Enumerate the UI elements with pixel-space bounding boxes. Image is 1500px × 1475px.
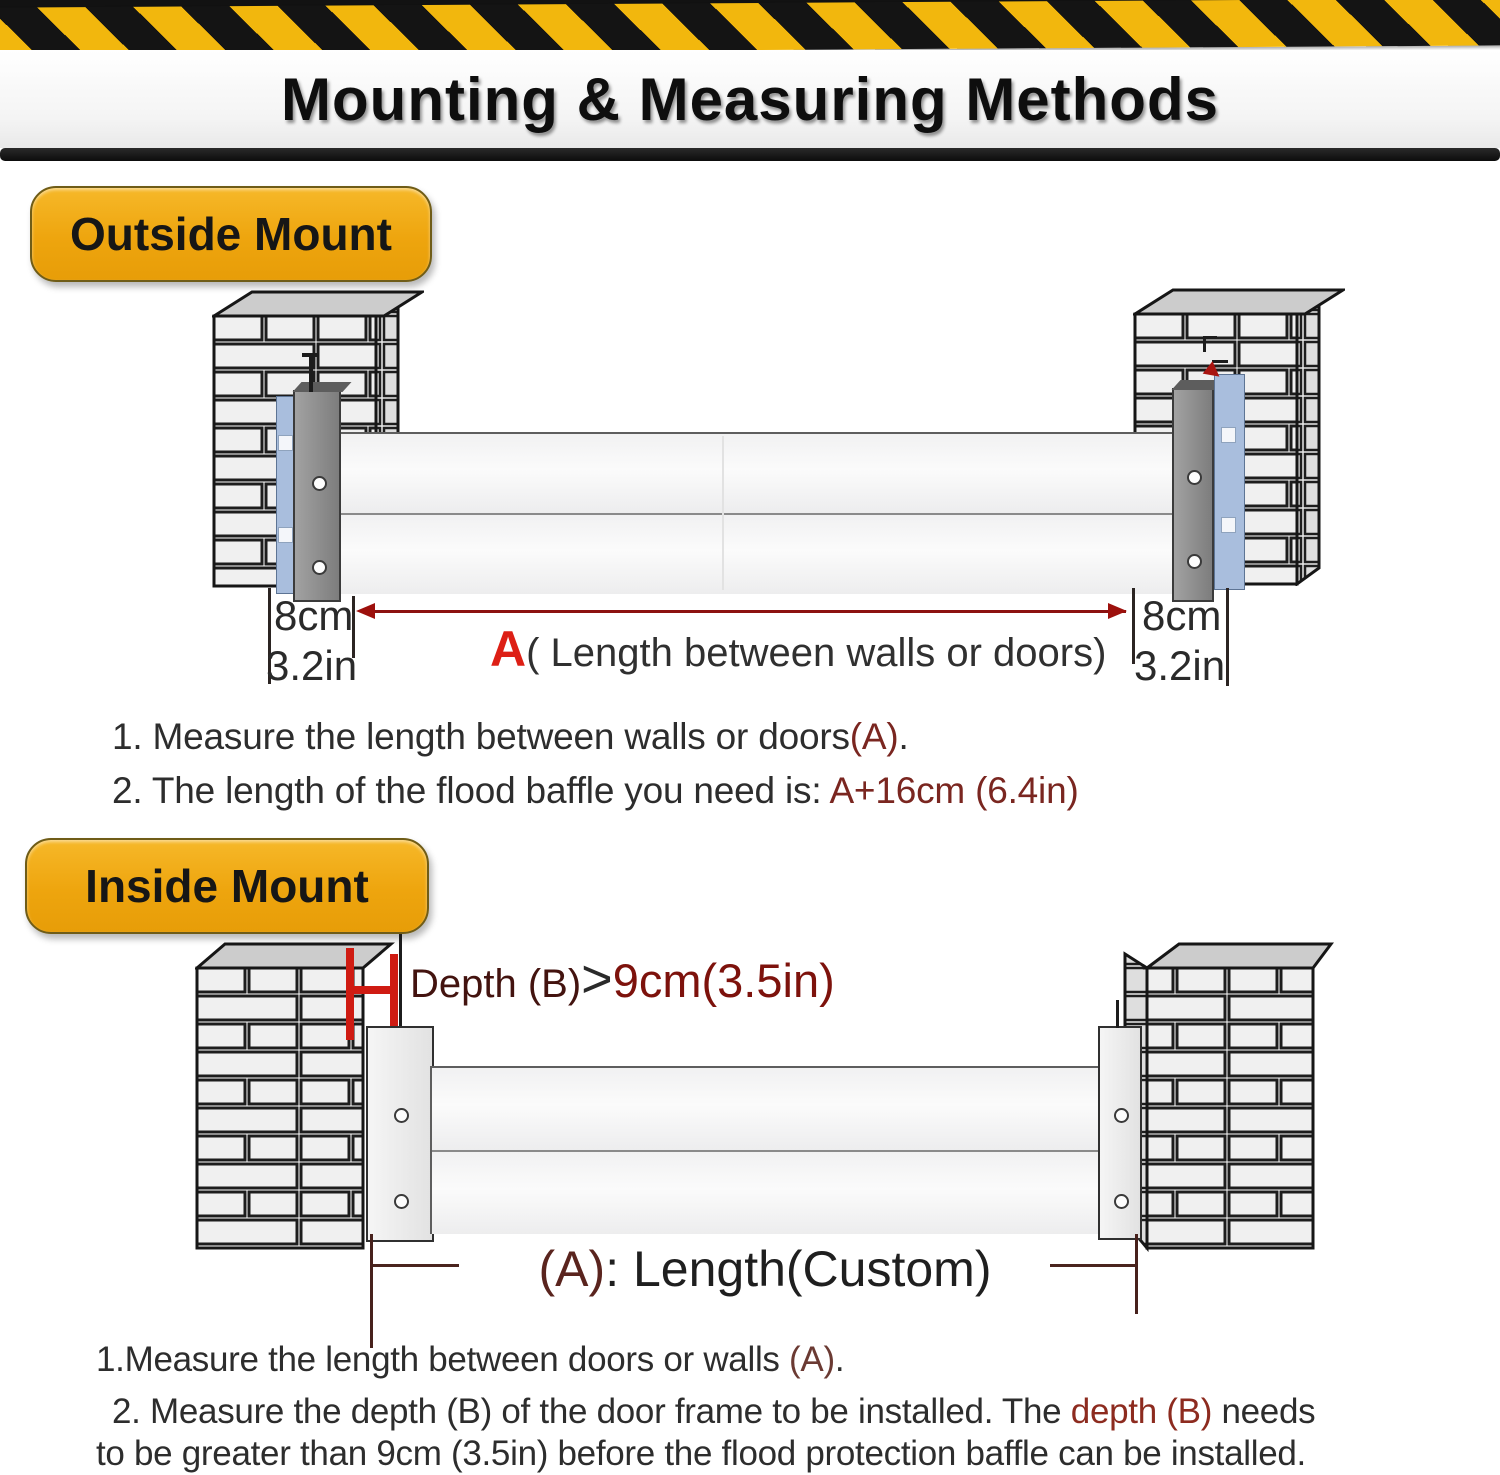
- pin-mark: [1116, 1000, 1119, 1028]
- arrowhead-right-icon: [1108, 603, 1127, 619]
- dim-tick: [1226, 588, 1229, 686]
- barrier-panel-top: [340, 434, 1174, 515]
- outside-step-1: [112, 716, 909, 758]
- length-a-letter: A: [490, 621, 527, 677]
- length-a-text: ( Length between walls or doors): [526, 631, 1107, 675]
- mounting-bracket-outside-left: [293, 390, 341, 602]
- screw-hole: [394, 1194, 409, 1209]
- screw-hole: [1187, 554, 1202, 569]
- panel-joint: [722, 436, 724, 590]
- screw-hole: [1187, 470, 1202, 485]
- dim-tick: [370, 1234, 373, 1348]
- mounting-plate-inside-right: [1098, 1026, 1142, 1240]
- inside-step-1: [96, 1340, 844, 1380]
- step-highlight: (A): [849, 716, 899, 757]
- gasket-tab: [278, 527, 293, 543]
- barrier-panel-bottom: [432, 1152, 1102, 1234]
- screw-hole: [1114, 1194, 1129, 1209]
- pin-mark: [399, 934, 402, 1028]
- frame-mark: [1203, 336, 1217, 339]
- arrowhead-left-icon: [356, 603, 375, 619]
- depth-annotation-value: 9cm(3.5in): [612, 954, 835, 1007]
- step-text: 1. Measure the length between walls or doors: [112, 716, 850, 757]
- step-highlight: depth (B): [1070, 1392, 1213, 1431]
- mounting-plate-inside-left: [366, 1026, 434, 1242]
- title-band: [0, 50, 1500, 148]
- screw-hole: [394, 1108, 409, 1123]
- right-offset-in: 3.2in: [1134, 642, 1226, 689]
- brick-pillar-inside-right: [1123, 938, 1347, 1252]
- gasket-tab: [278, 435, 293, 451]
- screw-hole: [312, 476, 327, 491]
- channel-top-mark: [309, 356, 313, 392]
- step-text: 1.Measure the length between doors or walls: [96, 1340, 790, 1379]
- step-text: needs: [1212, 1392, 1316, 1431]
- barrier-panel-bottom: [340, 515, 1174, 594]
- greater-than-sign: >: [581, 949, 613, 1009]
- left-offset-cm: 8cm: [274, 592, 354, 639]
- outside-mount-badge: [30, 186, 432, 282]
- length-label-inside: [430, 1240, 1100, 1298]
- mounting-bracket-outside-right: [1172, 388, 1214, 602]
- dim-tick: [1135, 1234, 1138, 1314]
- inside-mount-badge-label: Inside Mount: [85, 860, 369, 912]
- inside-step-2-line-1: [112, 1392, 1315, 1432]
- foam-gasket-outside-right: [1214, 374, 1245, 590]
- inside-step-2-line-2: [96, 1434, 1306, 1474]
- page-title: Mounting & Measuring Methods: [281, 65, 1219, 133]
- step-text: .: [898, 716, 909, 757]
- barrier-panel-top: [432, 1068, 1102, 1152]
- step-text: .: [834, 1340, 845, 1379]
- depth-annotation: [410, 948, 835, 1010]
- screw-hole: [1114, 1108, 1129, 1123]
- length-a-label: [490, 620, 1106, 678]
- right-offset-cm: 8cm: [1142, 592, 1222, 639]
- outside-mount-badge-label: Outside Mount: [70, 208, 392, 260]
- flood-barrier-outside: [338, 432, 1176, 594]
- depth-bracket-bar: [346, 986, 398, 994]
- caution-tape: [0, 0, 1500, 55]
- channel-top-mark: [302, 353, 319, 357]
- outside-step-2: [112, 770, 1079, 812]
- length-label-a: (A): [538, 1241, 606, 1297]
- step-highlight: A+16cm (6.4in): [829, 770, 1079, 811]
- gasket-tab: [1221, 427, 1236, 443]
- depth-bracket-bar: [346, 948, 354, 1040]
- step-text: 2. Measure the depth (B) of the door frame to be installed. The: [112, 1392, 1071, 1431]
- depth-annotation-label: Depth (B): [410, 962, 582, 1006]
- inside-mount-badge: [25, 838, 429, 934]
- width-arrow-line: [368, 610, 1126, 613]
- screw-hole: [312, 560, 327, 575]
- step-highlight: (A): [789, 1340, 835, 1379]
- step-text: to be greater than 9cm (3.5in) before the flood protection baffle can be installed.: [96, 1434, 1306, 1473]
- flood-barrier-inside: [430, 1066, 1104, 1234]
- length-label-text: : Length(Custom): [605, 1241, 992, 1297]
- step-text: 2. The length of the flood baffle you need is:: [112, 770, 830, 811]
- gasket-tab: [1221, 517, 1236, 533]
- title-divider: [0, 148, 1500, 161]
- left-offset-in: 3.2in: [266, 642, 358, 689]
